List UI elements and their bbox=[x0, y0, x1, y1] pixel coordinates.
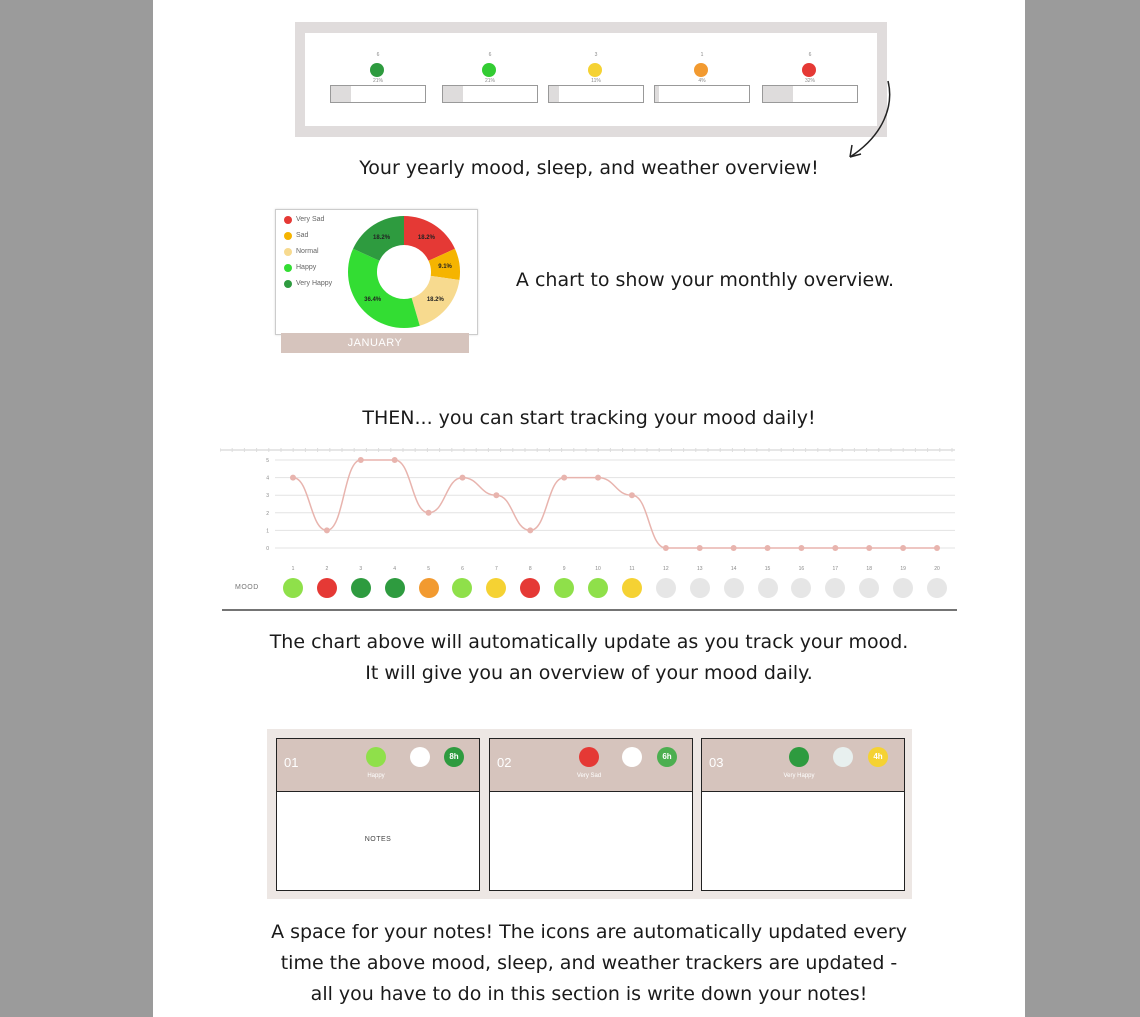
rain-weather-icon bbox=[833, 747, 853, 767]
sleep-hours-badge: 6h bbox=[657, 747, 677, 767]
yearly-percent: 21% bbox=[372, 78, 383, 84]
y-tick-label: 0 bbox=[266, 546, 269, 552]
empty-mood-slot[interactable] bbox=[927, 578, 947, 598]
yearly-overview-frame bbox=[295, 22, 887, 137]
empty-mood-slot[interactable] bbox=[893, 578, 913, 598]
note-day-number: 01 bbox=[284, 755, 299, 770]
note-day-number: 02 bbox=[497, 755, 512, 770]
legend-item-very-happy bbox=[284, 279, 332, 295]
normal-face-icon bbox=[588, 63, 602, 77]
empty-mood-slot[interactable] bbox=[758, 578, 778, 598]
note-mood-label: Very Happy bbox=[783, 773, 815, 779]
legend-label: Sad bbox=[296, 232, 309, 239]
yearly-progress-fill bbox=[331, 86, 351, 102]
daily-caption-line1: The chart above will automatically update as you track your mood. bbox=[269, 631, 909, 653]
day-number: 3 bbox=[359, 566, 363, 572]
very-happy-face-icon bbox=[370, 63, 384, 77]
yearly-count: 6 bbox=[488, 52, 492, 58]
y-tick-label: 2 bbox=[266, 510, 269, 517]
data-point bbox=[663, 545, 669, 551]
day-number: 5 bbox=[427, 566, 430, 572]
note-mood-label: Happy bbox=[367, 773, 385, 779]
curved-arrow-icon bbox=[840, 75, 900, 165]
legend-dot bbox=[284, 264, 292, 272]
slice-happy bbox=[348, 249, 420, 328]
y-tick-label: 4 bbox=[266, 475, 269, 482]
daily-mood-line-chart bbox=[220, 440, 960, 560]
slice-label: 18.2% bbox=[373, 235, 391, 242]
yearly-caption: Your yearly mood, sleep, and weather overview! bbox=[359, 157, 819, 179]
sad-face-icon bbox=[694, 63, 708, 77]
yearly-count: 3 bbox=[594, 52, 598, 58]
day-number: 2 bbox=[325, 566, 329, 572]
data-point bbox=[392, 457, 398, 463]
mood-series-line bbox=[293, 460, 937, 548]
yearly-percent: 11% bbox=[591, 78, 601, 84]
legend-item-happy bbox=[284, 263, 332, 279]
very-happy-face-icon bbox=[789, 747, 809, 767]
data-point bbox=[731, 545, 737, 551]
happy-face-icon[interactable] bbox=[588, 578, 608, 598]
sun-weather-icon bbox=[622, 747, 642, 767]
legend-item-normal bbox=[284, 247, 332, 263]
legend-label: Very Happy bbox=[296, 280, 333, 287]
yearly-progress-bar bbox=[442, 85, 538, 103]
yearly-column-sad bbox=[654, 33, 750, 126]
data-point bbox=[866, 545, 872, 551]
chart-legend bbox=[284, 215, 332, 295]
monthly-chart-card bbox=[275, 209, 478, 335]
day-number: 15 bbox=[764, 566, 771, 572]
yearly-count: 6 bbox=[376, 52, 380, 58]
daily-heading: THEN... you can start tracking your mood daily! bbox=[362, 407, 816, 429]
data-point bbox=[358, 457, 364, 463]
very-happy-face-icon[interactable] bbox=[385, 578, 405, 598]
day-number: 4 bbox=[393, 566, 397, 572]
data-point bbox=[561, 475, 567, 481]
data-point bbox=[629, 492, 635, 498]
day-number: 16 bbox=[798, 566, 805, 572]
monthly-donut-chart bbox=[346, 212, 466, 332]
slice-label: 9.1% bbox=[438, 264, 452, 271]
legend-label: Very Sad bbox=[296, 216, 325, 223]
data-point bbox=[798, 545, 804, 551]
day-number: 13 bbox=[696, 566, 703, 572]
notes-label: NOTES bbox=[364, 836, 392, 843]
sleep-hours-badge: 4h bbox=[868, 747, 888, 767]
y-tick-label: 5 bbox=[266, 458, 269, 464]
note-card-01[interactable] bbox=[276, 738, 480, 891]
y-tick-label: 3 bbox=[266, 493, 269, 500]
happy-face-icon bbox=[366, 747, 386, 767]
slice-label: 36.4% bbox=[364, 297, 382, 304]
day-number: 6 bbox=[461, 566, 464, 572]
yearly-percent: 4% bbox=[698, 78, 706, 84]
yearly-count: 1 bbox=[700, 52, 704, 58]
yearly-progress-fill bbox=[763, 86, 793, 102]
notes-caption-line3: all you have to do in this section is write down your notes! bbox=[310, 983, 868, 1005]
very-sad-face-icon bbox=[579, 747, 599, 767]
yearly-column-very-happy bbox=[330, 33, 426, 126]
slice-label: 18.2% bbox=[426, 297, 444, 304]
day-number: 12 bbox=[663, 566, 669, 572]
normal-face-icon[interactable] bbox=[622, 578, 642, 598]
yearly-progress-fill bbox=[443, 86, 463, 102]
legend-dot bbox=[284, 232, 292, 240]
data-point bbox=[527, 527, 533, 533]
data-point bbox=[459, 475, 465, 481]
data-point bbox=[324, 527, 330, 533]
day-number: 19 bbox=[900, 566, 906, 572]
empty-mood-slot[interactable] bbox=[690, 578, 710, 598]
note-card-03[interactable] bbox=[701, 738, 905, 891]
day-number: 11 bbox=[629, 566, 635, 572]
yearly-progress-fill bbox=[549, 86, 559, 102]
data-point bbox=[832, 545, 838, 551]
very-happy-face-icon[interactable] bbox=[351, 578, 371, 598]
sad-face-icon[interactable] bbox=[419, 578, 439, 598]
day-number: 9 bbox=[562, 566, 566, 572]
monthly-caption: A chart to show your monthly overview. bbox=[515, 269, 895, 291]
legend-item-sad bbox=[284, 231, 332, 247]
data-point bbox=[426, 510, 432, 516]
day-number: 7 bbox=[494, 566, 498, 572]
slice-label: 18.2% bbox=[417, 235, 435, 242]
note-card-02[interactable] bbox=[489, 738, 693, 891]
y-tick-label: 1 bbox=[266, 528, 269, 535]
note-mood-label: Very Sad bbox=[576, 773, 602, 779]
notes-frame bbox=[267, 729, 912, 899]
data-point bbox=[493, 492, 499, 498]
sun-weather-icon bbox=[410, 747, 430, 767]
day-number: 18 bbox=[866, 566, 872, 572]
sleep-hours-badge: 8h bbox=[444, 747, 464, 767]
legend-dot bbox=[284, 248, 292, 256]
yearly-progress-bar bbox=[548, 85, 644, 103]
data-point bbox=[900, 545, 906, 551]
day-number: 10 bbox=[595, 566, 601, 572]
data-point bbox=[595, 475, 601, 481]
yearly-count: 6 bbox=[808, 52, 812, 58]
happy-face-icon bbox=[482, 63, 496, 77]
legend-dot bbox=[284, 216, 292, 224]
month-label: JANUARY bbox=[281, 333, 469, 353]
yearly-column-normal bbox=[548, 33, 644, 126]
empty-mood-slot[interactable] bbox=[656, 578, 676, 598]
note-card-header bbox=[277, 739, 479, 792]
legend-dot bbox=[284, 280, 292, 288]
chart-bottom-divider bbox=[222, 608, 957, 612]
day-number: 17 bbox=[832, 566, 839, 572]
very-sad-face-icon bbox=[802, 63, 816, 77]
legend-label: Normal bbox=[296, 248, 319, 255]
data-point bbox=[290, 475, 296, 481]
yearly-percent: 32% bbox=[804, 78, 815, 84]
data-point bbox=[697, 545, 703, 551]
day-number: 8 bbox=[528, 566, 532, 572]
yearly-column-happy bbox=[442, 33, 538, 126]
day-number: 14 bbox=[730, 566, 737, 572]
legend-label: Happy bbox=[296, 264, 317, 271]
note-card-header bbox=[490, 739, 692, 792]
happy-face-icon[interactable] bbox=[283, 578, 303, 598]
yearly-percent: 21% bbox=[484, 78, 495, 84]
yearly-progress-bar bbox=[330, 85, 426, 103]
yearly-progress-fill bbox=[655, 86, 659, 102]
yearly-progress-bar bbox=[654, 85, 750, 103]
yearly-overview-panel bbox=[305, 33, 877, 126]
note-card-header bbox=[702, 739, 904, 792]
notes-caption-line1: A space for your notes! The icons are automatically updated every bbox=[271, 921, 907, 943]
data-point bbox=[765, 545, 771, 551]
very-sad-face-icon[interactable] bbox=[317, 578, 337, 598]
mood-row-label: MOOD bbox=[235, 584, 259, 591]
day-number: 1 bbox=[291, 566, 295, 572]
day-number: 20 bbox=[934, 566, 940, 572]
note-day-number: 03 bbox=[709, 755, 724, 770]
notes-caption-line2: time the above mood, sleep, and weather trackers are updated - bbox=[280, 952, 898, 974]
empty-mood-slot[interactable] bbox=[724, 578, 744, 598]
data-point bbox=[934, 545, 940, 551]
daily-caption-line2: It will give you an overview of your mood daily. bbox=[365, 662, 813, 684]
legend-item-very-sad bbox=[284, 215, 332, 231]
